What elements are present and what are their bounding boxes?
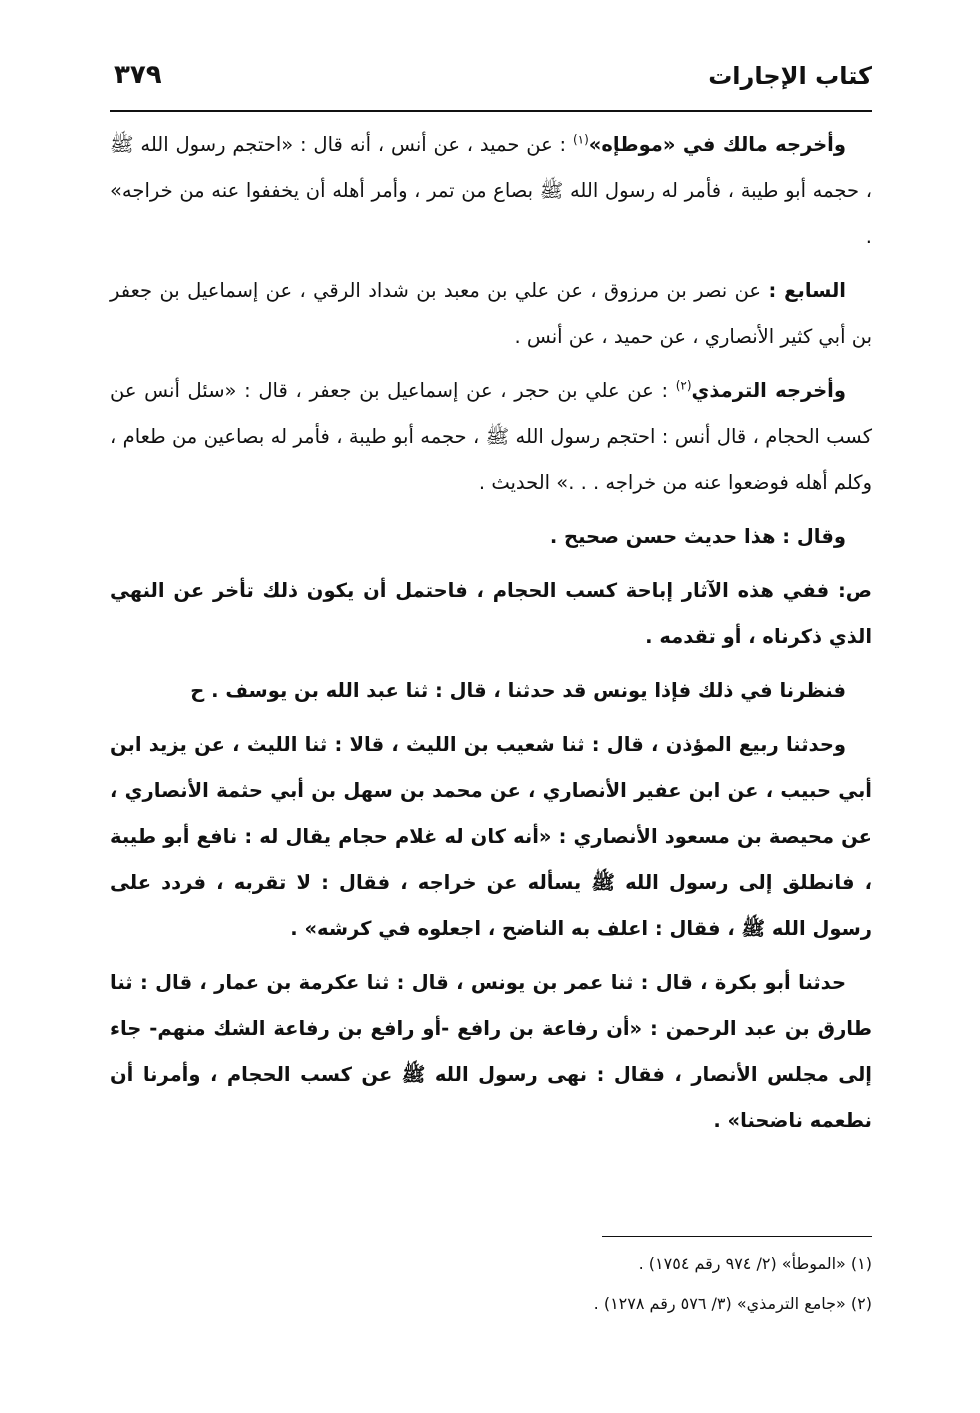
- paragraph-tirmidhi: [110, 368, 872, 506]
- chapter-title: كتاب الإجارات: [708, 62, 872, 90]
- paragraph-text: : عن علي بن حجر ، عن إسماعيل بن جعفر ، قال : «سئل أنس عن كسب الحجام ، قال أنس : احتجم رسول الله ﷺ ، حجمه أبو طيبة ، فأمر له بصاعين من طعام ، وكلم أهله فوضعوا عنه من خراجه . . .» الحديث .: [110, 379, 872, 494]
- main-text: [110, 122, 872, 1152]
- page-number: ٣٧٩: [114, 60, 162, 90]
- header-divider: [110, 110, 872, 112]
- footnotes: [110, 1244, 872, 1324]
- paragraph-lead: وأخرجه الترمذي: [691, 379, 846, 402]
- paragraph-hasan-sahih: وقال : هذا حديث حسن صحيح .: [549, 525, 846, 548]
- footnote-1: (١) «الموطأ» (٢/ ٩٧٤ رقم ١٧٥٤) .: [638, 1254, 872, 1273]
- paragraph-malik: [110, 122, 872, 260]
- paragraph-text: : عن حميد ، عن أنس ، أنه قال : «احتجم رسول الله ﷺ ، حجمه أبو طيبة ، فأمر له رسول الله ﷺ بصاع من تمر ، وأمر أهله أن يخففوا عنه من خراجه» .: [110, 133, 872, 248]
- footnote-ref: (١): [572, 132, 589, 147]
- paragraph-text: عن نصر بن مرزوق ، عن علي بن معبد بن شداد الرقي ، عن إسماعيل بن جعفر بن أبي كثير الأنصاري ، عن حميد ، عن أنس .: [110, 279, 872, 348]
- paragraph-rabi: وحدثنا ربيع المؤذن ، قال : ثنا شعيب بن الليث ، قالا : ثنا الليث ، عن يزيد ابن أبي حبيب ، عن ابن عفير الأنصاري ، عن محمد بن سهل بن أبي حثمة الأنصاري ، عن محيصة بن مسعود الأنصاري : «أنه كان له غلام حجام يقال له : نافع أبو طيبة ، فانطلق إلى رسول الله ﷺ يسأله عن خراجه ، فقال : لا تقربه ، فردد على رسول الله ﷺ ، فقال : اعلف به الناضح ، اجعلوه في كرشه» .: [110, 733, 872, 940]
- paragraph-yunus: فنظرنا في ذلك فإذا يونس قد حدثنا ، قال : ثنا عبد الله بن يوسف . ح: [190, 679, 846, 702]
- paragraph-abu-bakra: حدثنا أبو بكرة ، قال : ثنا عمر بن يونس ، قال : ثنا عكرمة بن عمار ، قال : ثنا طارق بن عبد الرحمن : «أن رفاعة بن رافع -أو رافع بن رفاعة الشك منهم- جاء إلى مجلس الأنصار ، فقال : نهى رسول الله ﷺ عن كسب الحجام ، وأمرنا أن نطعمه ناضحنا» .: [110, 971, 872, 1132]
- paragraph-seventh: [110, 268, 872, 360]
- paragraph-commentary: ص: ففي هذه الآثار إباحة كسب الحجام ، فاحتمل أن يكون ذلك تأخر عن النهي الذي ذكرناه ، أو تقدمه .: [110, 579, 872, 648]
- footnote-divider: [602, 1236, 872, 1237]
- footnote-2: (٢) «جامع الترمذي» (٣/ ٥٧٦ رقم ١٢٧٨) .: [593, 1294, 872, 1313]
- page-header: [110, 58, 872, 106]
- footnote-ref: (٢): [675, 378, 692, 393]
- paragraph-lead: وأخرجه مالك في «موطإه»: [588, 133, 846, 156]
- paragraph-lead: السابع :: [768, 279, 846, 302]
